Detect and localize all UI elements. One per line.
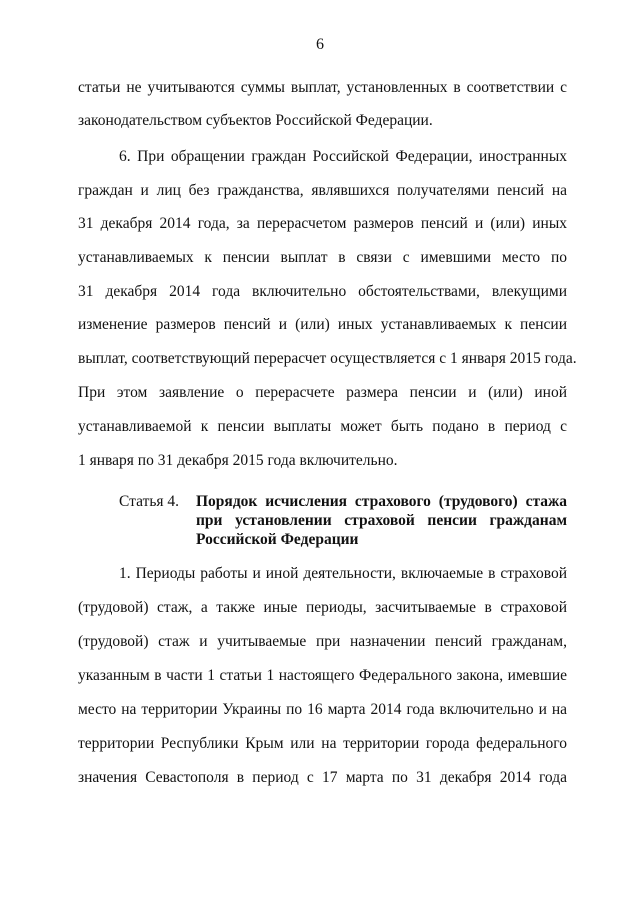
text-line: значения Севастополя в период с 17 марта по 31 декабря 2014 года [78,769,567,786]
text-line: выплат, соответствующий перерасчет осуществляется с 1 января 2015 года. [78,350,577,367]
text-line: место на территории Украины по 16 марта 2014 года включительно и на [78,701,567,718]
article-title-line: Порядок исчисления страхового (трудового) стажа [196,493,567,510]
text-line: 31 декабря 2014 года, за перерасчетом размеров пенсий и (или) иных [78,215,567,232]
article-title-line: Российской Федерации [196,531,359,548]
article-title-line: при установлении страховой пенсии гражданам [196,512,567,529]
page-number: 6 [316,36,324,53]
text-line: граждан и лиц без гражданства, являвшихся получателями пенсий на [78,182,567,199]
paragraph-first-line: 6. При обращении граждан Российской Федерации, иностранных [119,148,567,165]
text-line: (трудовой) стаж, а также иные периоды, засчитываемые в страховой [78,599,567,616]
text-line: устанавливаемой к пенсии выплаты может быть подано в период с [78,418,567,435]
text-line: указанным в части 1 статьи 1 настоящего Федерального закона, имевшие [78,667,567,684]
text-line: территории Республики Крым или на территории города федерального [78,735,567,752]
text-line: (трудовой) стаж и учитываемые при назначении пенсий гражданам, [78,633,567,650]
text-line: 1 января по 31 декабря 2015 года включительно. [78,452,398,469]
article-label: Статья 4. [119,493,180,510]
text-line: статьи не учитываются суммы выплат, установленных в соответствии с [78,79,567,96]
text-line: изменение размеров пенсий и (или) иных устанавливаемых к пенсии [78,316,567,333]
text-line: При этом заявление о перерасчете размера пенсии и (или) иной [78,384,567,401]
text-line: устанавливаемых к пенсии выплат в связи с имевшими место по [78,249,567,266]
text-line: 31 декабря 2014 года включительно обстоятельствами, влекущими [78,283,567,300]
paragraph-first-line: 1. Периоды работы и иной деятельности, включаемые в страховой [119,565,567,582]
text-line: законодательством субъектов Российской Федерации. [78,112,433,129]
